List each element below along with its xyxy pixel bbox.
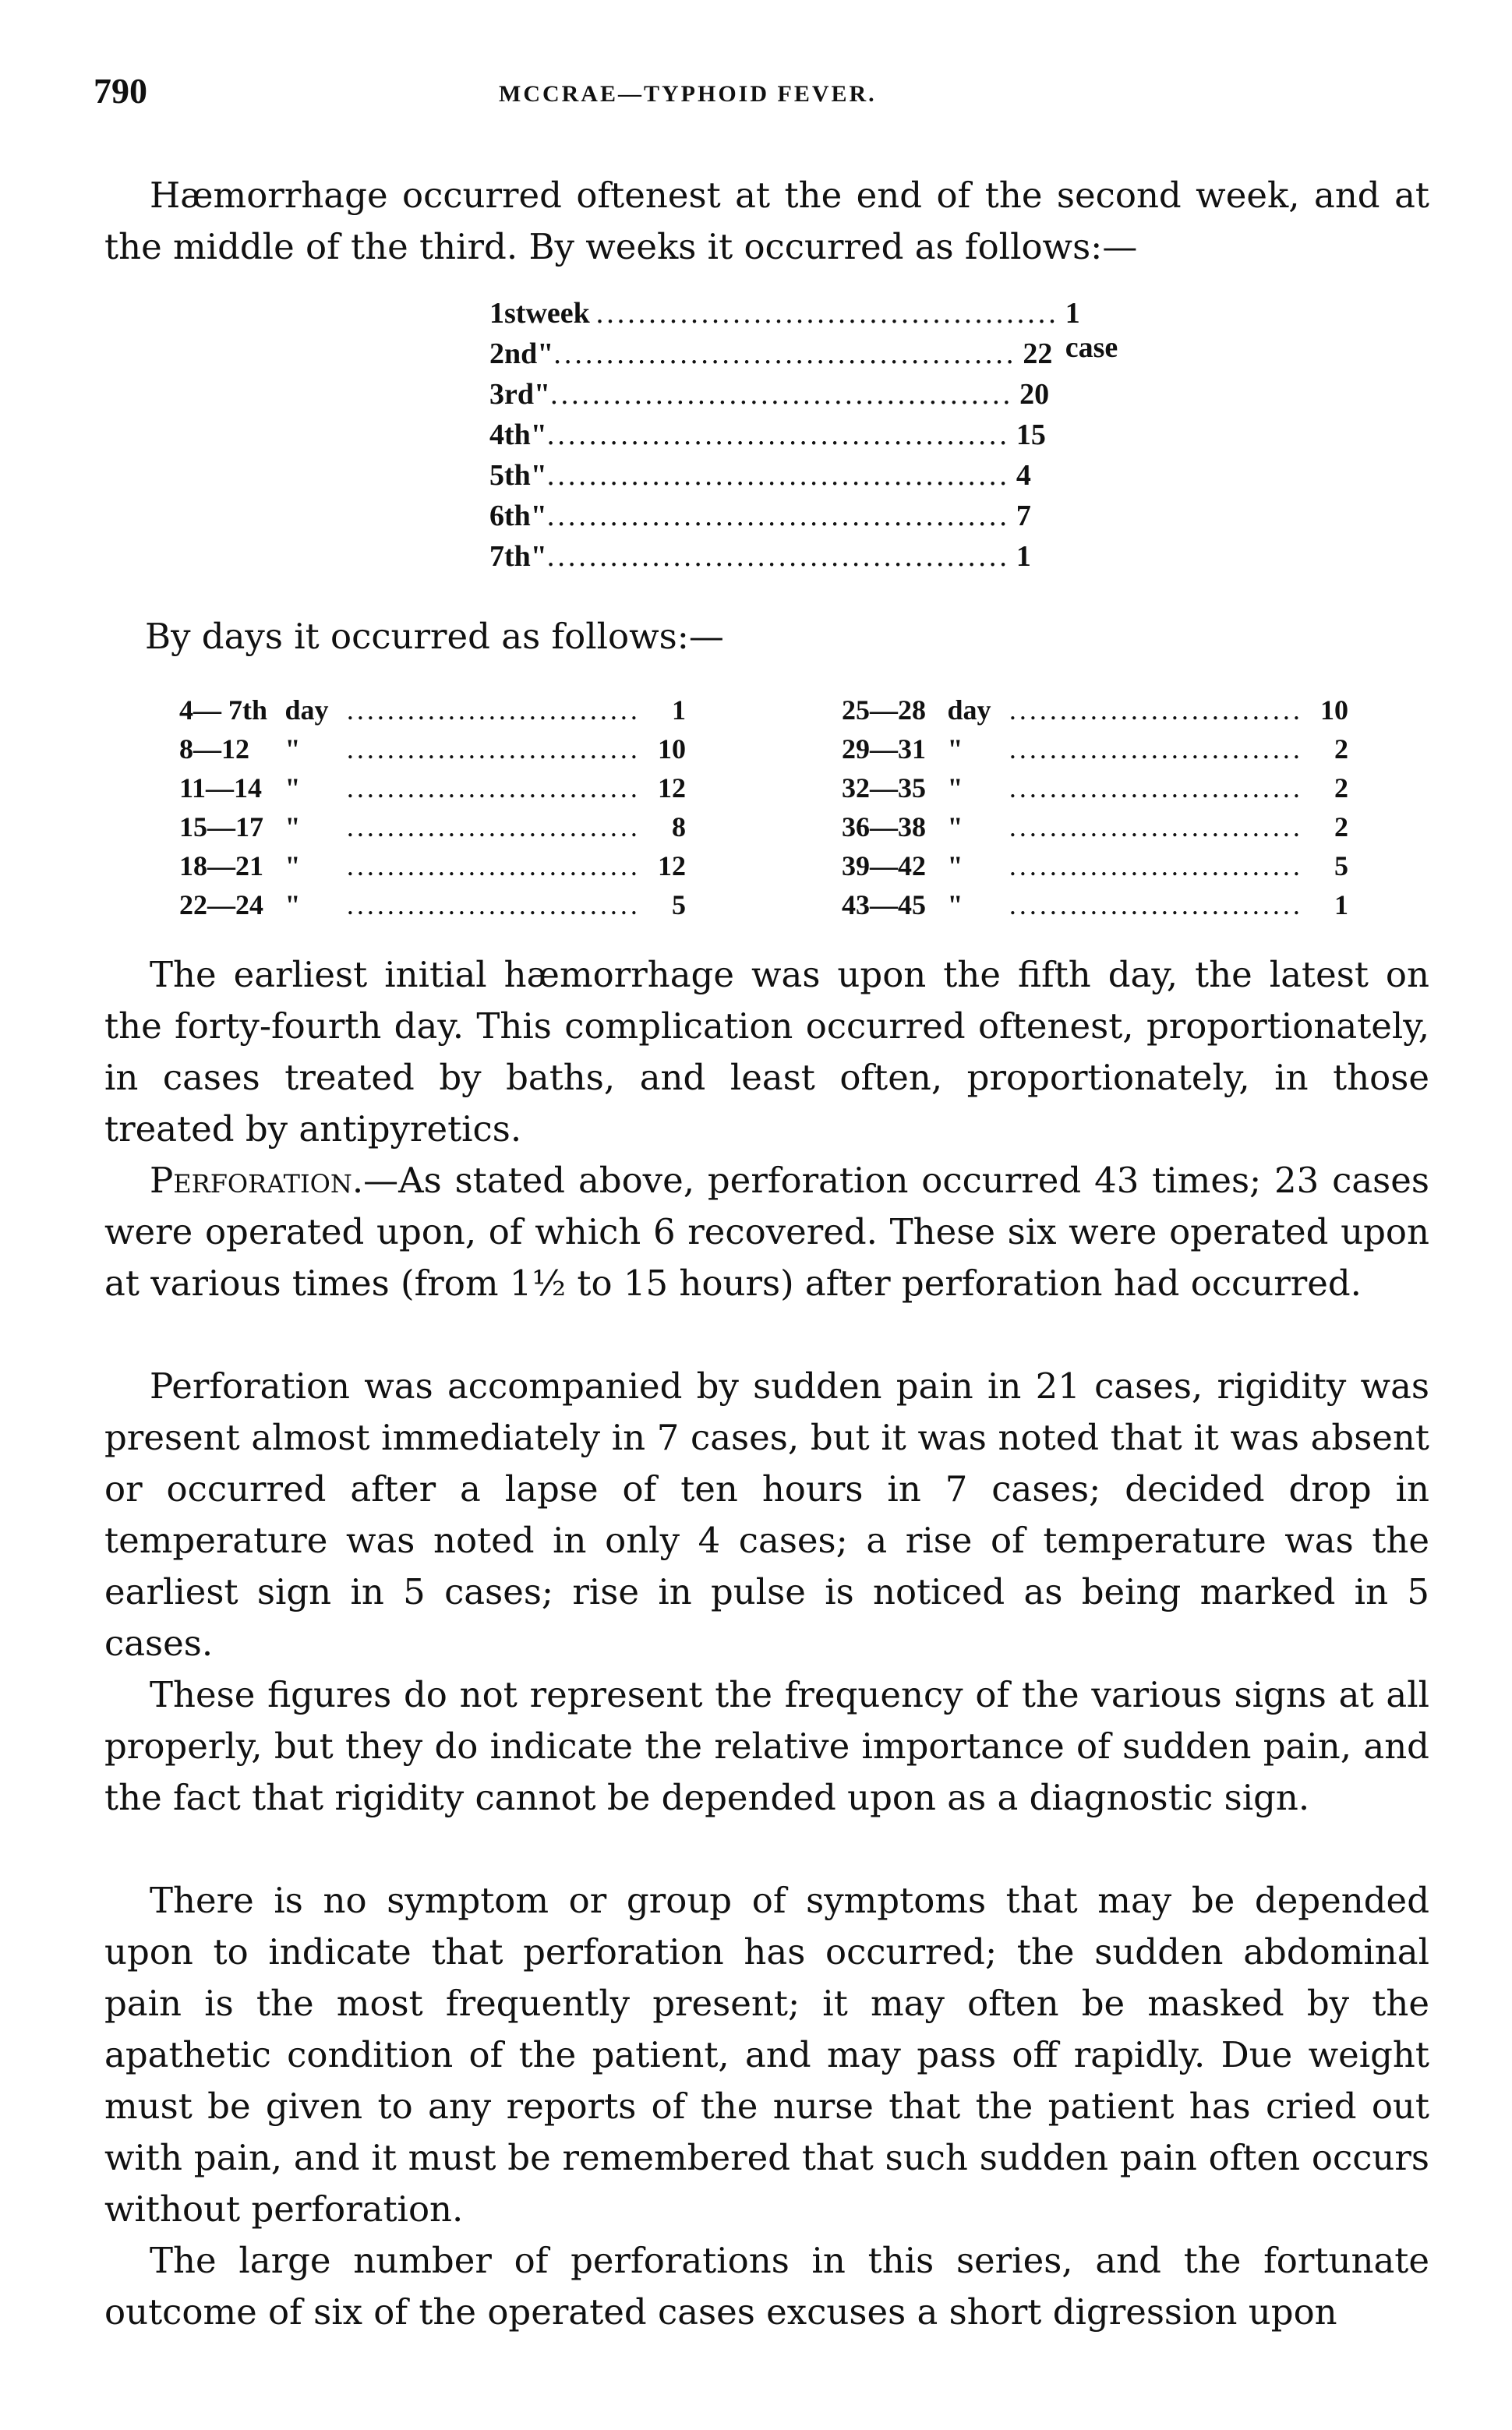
day-unit: " (284, 733, 301, 765)
day-row (842, 733, 1348, 772)
day-range: 43—45 (842, 889, 926, 920)
figures-paragraph: These figures do not represent the frequency of the various signs at all properly, but they do indicate the relative importance of sudden pain, and the fact that rigidity cannot be depended upon as a diagnostic sign. (104, 1674, 1429, 1818)
leader-dots: ............................................ (546, 540, 1010, 573)
week-label: 5th (489, 459, 531, 492)
week-label: 2nd (489, 337, 538, 370)
day-unit: " (947, 850, 963, 881)
perforation-text: —As stated above, perforation occurred 43 times; 23 cases were operated upon, of which 6 recovered. These six were operated upon at various times (from 1½ to 15 hours) after perforation had occurred. (104, 1160, 1429, 1304)
day-unit: " (947, 772, 963, 804)
day-unit: " (284, 811, 301, 842)
perforation-heading: Perforation. (150, 1160, 364, 1201)
intro-paragraph: Hæmorrhage occurred oftenest at the end of the second week, and at the middle of the third. By weeks it occurred as follows:— (104, 175, 1429, 267)
week-count: 20 (1019, 378, 1050, 411)
day-unit: day (284, 694, 329, 726)
day-count: 2 (1334, 811, 1348, 842)
day-count: 12 (658, 850, 686, 881)
leader-dots: ............................. (1009, 850, 1303, 881)
day-count: 10 (1320, 694, 1348, 726)
day-unit: " (947, 811, 963, 842)
day-row (179, 772, 686, 811)
day-range: 39—42 (842, 850, 926, 881)
leader-dots: ............................. (1009, 694, 1303, 726)
leader-dots: ............................................ (553, 337, 1017, 370)
leader-dots: ............................. (1009, 772, 1303, 804)
days-intro: By days it occurred as follows:— (145, 616, 724, 657)
week-row (489, 499, 1051, 539)
day-row (179, 733, 686, 772)
week-label: 1st (489, 297, 526, 330)
leader-dots: ............................. (346, 850, 641, 881)
day-row (179, 888, 686, 927)
week-count: 4 (1016, 459, 1031, 492)
leader-dots: ............................................ (546, 459, 1010, 492)
day-count: 10 (658, 733, 686, 765)
day-range: 15—17 (179, 811, 263, 842)
day-row (842, 772, 1348, 811)
day-row (842, 694, 1348, 733)
week-unit: " (530, 419, 547, 451)
week-label: 4th (489, 419, 531, 451)
week-row (489, 458, 1051, 499)
day-unit: " (947, 889, 963, 920)
day-count: 5 (1334, 850, 1348, 881)
large-number-paragraph: The large number of perforations in this series, and the fortunate outcome of six of the operated cases excuses a short digression upon (104, 2240, 1429, 2333)
day-count: 1 (1334, 889, 1348, 920)
leader-dots: ............................................ (546, 419, 1010, 451)
day-count: 1 (672, 694, 686, 726)
day-unit: day (947, 694, 991, 726)
week-row (489, 337, 1051, 377)
perforation-paragraph (104, 1155, 1429, 1309)
day-row (179, 849, 686, 888)
leader-dots: ............................. (346, 733, 641, 765)
day-range: 32—35 (842, 772, 926, 804)
day-range: 22—24 (179, 889, 263, 920)
earliest-paragraph: The earliest initial hæmorrhage was upon the fifth day, the latest on the forty-fourth day. This complication occurred oftenest, proportionately, in cases treated by baths, and least often, proportionately, in those treated by antipyretics. (104, 954, 1429, 1150)
week-row (489, 377, 1051, 418)
day-range: 18—21 (179, 850, 263, 881)
day-range: 29—31 (842, 733, 926, 765)
week-row (489, 539, 1051, 580)
symptom-paragraph: There is no symptom or group of symptoms that may be depended upon to indicate that perforation has occurred; the sudden abdominal pain is the most frequently present; it may often be masked by the apathetic condition of the patient, and may pass off rapidly. Due weight must be given to any reports of the nurse that the patient has cried out with pain, and it must be remembered that such sudden pain often occurs without perforation. (104, 1880, 1429, 2230)
leader-dots: ............................. (1009, 889, 1303, 920)
days-column-right (842, 694, 1348, 927)
day-unit: " (284, 850, 301, 881)
accompanied-paragraph: Perforation was accompanied by sudden pain in 21 cases, rigidity was present almost immediately in 7 cases, but it was noted that it was absent or occurred after a lapse of ten hours in 7 cases; decided drop in temperature was noted in only 4 cases; a rise of temperature was the earliest sign in 5 cases; rise in pulse is noticed as being marked in 5 cases. (104, 1365, 1429, 1664)
day-range: 8—12 (179, 733, 249, 765)
leader-dots: ............................. (346, 694, 641, 726)
leader-dots: ............................. (1009, 811, 1303, 842)
leader-dots: ............................................ (595, 297, 1059, 330)
day-count: 2 (1334, 772, 1348, 804)
day-row (179, 694, 686, 733)
day-range: 4— 7th (179, 694, 268, 726)
leader-dots: ............................. (346, 811, 641, 842)
day-unit: " (284, 772, 301, 804)
leader-dots: ............................. (346, 772, 641, 804)
leader-dots: ............................................ (546, 500, 1010, 532)
day-range: 36—38 (842, 811, 926, 842)
week-unit: " (530, 540, 547, 573)
week-count: 1 (1016, 540, 1031, 573)
day-row (842, 888, 1348, 927)
week-label: 6th (489, 500, 531, 532)
week-unit: " (537, 337, 554, 370)
week-label: 7th (489, 540, 531, 573)
day-count: 5 (672, 889, 686, 920)
week-unit: " (530, 459, 547, 492)
day-count: 8 (672, 811, 686, 842)
day-unit: " (284, 889, 301, 920)
running-head: MCCRAE—TYPHOID FEVER. (499, 81, 877, 107)
leader-dots: ............................................ (550, 378, 1014, 411)
day-unit: " (947, 733, 963, 765)
day-row (842, 811, 1348, 849)
days-column-left (179, 694, 686, 927)
day-count: 2 (1334, 733, 1348, 765)
week-count: 1 case (1065, 297, 1118, 364)
week-row (489, 418, 1051, 458)
weeks-table (489, 296, 1118, 580)
day-range: 11—14 (179, 772, 263, 804)
week-unit: " (530, 500, 547, 532)
week-count: 15 (1016, 419, 1046, 451)
week-unit: week (525, 297, 590, 330)
leader-dots: ............................. (346, 889, 641, 920)
week-label: 3rd (489, 378, 534, 411)
leader-dots: ............................. (1009, 733, 1303, 765)
day-row (842, 849, 1348, 888)
week-unit: " (534, 378, 551, 411)
week-count: 7 (1016, 500, 1031, 532)
day-range: 25—28 (842, 694, 926, 726)
page-header (94, 70, 1418, 125)
page-number: 790 (94, 71, 147, 111)
day-count: 12 (658, 772, 686, 804)
week-count: 22 (1023, 337, 1053, 370)
day-row (179, 811, 686, 849)
